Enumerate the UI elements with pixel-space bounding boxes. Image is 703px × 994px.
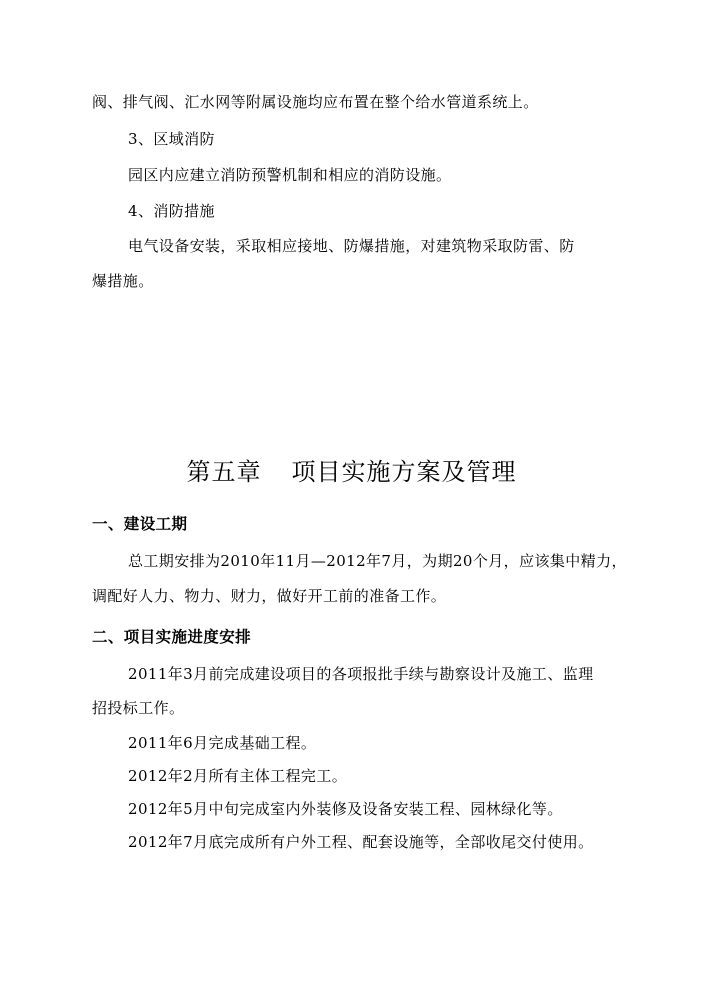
subsection-heading: 4、消防措施 [128,202,215,220]
paragraph-line: 2011年3月前完成建设项目的各项报批手续与勘察设计及施工、监理 [128,665,594,683]
paragraph-line: 阀、排气阀、汇水网等附属设施均应布置在整个给水管道系统上。 [92,93,539,111]
paragraph-line: 招投标工作。 [92,699,185,717]
section-heading: 二、项目实施进度安排 [92,627,252,646]
paragraph-line: 调配好人力、物力、财力，做好开工前的准备工作。 [92,587,447,605]
chapter-title: 项目实施方案及管理 [291,458,517,486]
paragraph-line: 爆措施。 [92,272,154,290]
paragraph-line: 2012年2月所有主体工程完工。 [128,767,348,785]
paragraph-line: 2012年7月底完成所有户外工程、配套设施等，全部收尾交付使用。 [128,833,594,851]
chapter-number: 第五章 [186,458,262,486]
section-heading: 一、建设工期 [92,514,188,533]
paragraph-line: 2012年5月中旬完成室内外装修及设备安装工程、园林绿化等。 [128,800,563,818]
subsection-heading: 3、区域消防 [128,130,215,148]
paragraph-line: 园区内应建立消防预警机制和相应的消防设施。 [128,166,452,184]
paragraph-line: 总工期安排为2010年11月—2012年7月，为期20个月，应该集中精力， [128,552,627,570]
chapter-heading [0,452,703,492]
paragraph-line: 电气设备安装，采取相应接地、防爆措施，对建筑物采取防雷、防 [128,237,575,255]
paragraph-line: 2011年6月完成基础工程。 [128,734,317,752]
